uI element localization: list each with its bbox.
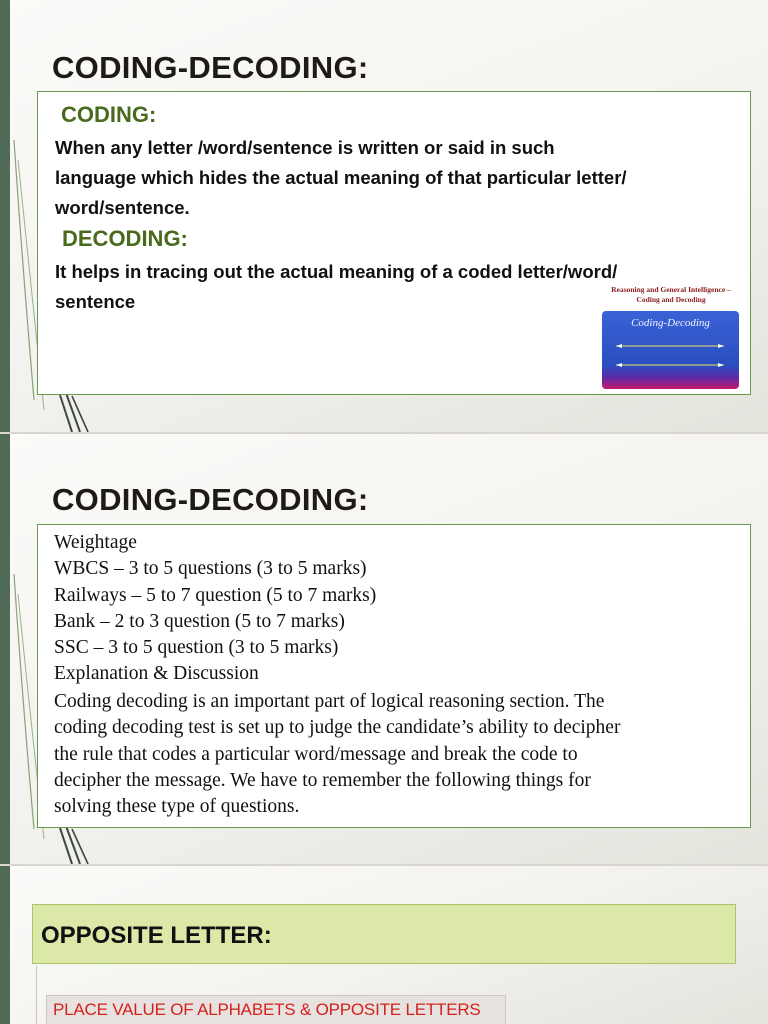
slide-title: CODING-DECODING:: [52, 482, 369, 517]
text-line: word/sentence.: [55, 197, 190, 218]
banner-text: PLACE VALUE OF ALPHABETS & OPPOSITE LETTERS: [53, 1000, 481, 1019]
coding-decoding-thumbnail: [600, 283, 742, 393]
text-line: language which hides the actual meaning of that particular letter/: [55, 167, 627, 188]
coding-definition: [55, 133, 627, 223]
text-line: decipher the message. We have to remember the following things for: [54, 769, 591, 791]
weightage-list: [54, 530, 376, 688]
explanation-paragraph: [54, 689, 748, 820]
title-box: [32, 904, 736, 964]
divider-line: [36, 966, 37, 1024]
thumbnail-card: [602, 311, 739, 389]
text-line: sentence: [55, 291, 136, 312]
slide-3: [0, 866, 768, 1024]
weightage-heading: Weightage: [54, 532, 137, 553]
thumbnail-caption: [600, 285, 742, 305]
text-line: coding decoding test is set up to judge the candidate’s ability to decipher: [54, 717, 621, 739]
place-value-banner: [46, 995, 506, 1024]
text-line: solving these type of questions.: [54, 796, 300, 818]
slide-2: [0, 434, 768, 864]
decoding-definition: [55, 257, 617, 317]
weightage-item: WBCS – 3 to 5 questions (3 to 5 marks): [54, 558, 367, 580]
slide-sidebar: [0, 866, 10, 1024]
slide-title: CODING-DECODING:: [52, 50, 369, 85]
weightage-item: Bank – 2 to 3 question (5 to 7 marks): [54, 610, 345, 632]
arrow-decoration: [602, 311, 739, 389]
text-line: Coding decoding is an important part of logical reasoning section. The: [54, 691, 605, 712]
caption-line: Reasoning and General Intelligence –: [611, 285, 731, 294]
weightage-item: Railways – 5 to 7 question (5 to 7 marks): [54, 584, 377, 606]
slide-1: [0, 0, 768, 432]
text-line: the rule that codes a particular word/message and break the code to: [54, 743, 578, 765]
thumbnail-title: Coding-Decoding: [631, 317, 710, 329]
caption-line: Coding and Decoding: [636, 295, 706, 304]
coding-heading: CODING:: [61, 102, 157, 127]
text-line: It helps in tracing out the actual meaning of a coded letter/word/: [55, 261, 618, 282]
decoding-heading: DECODING:: [62, 226, 188, 251]
explanation-heading: Explanation & Discussion: [54, 663, 259, 685]
text-line: When any letter /word/sentence is written or said in such: [55, 137, 555, 158]
slide-title: OPPOSITE LETTER:: [41, 922, 272, 949]
weightage-item: SSC – 3 to 5 question (3 to 5 marks): [54, 637, 339, 659]
